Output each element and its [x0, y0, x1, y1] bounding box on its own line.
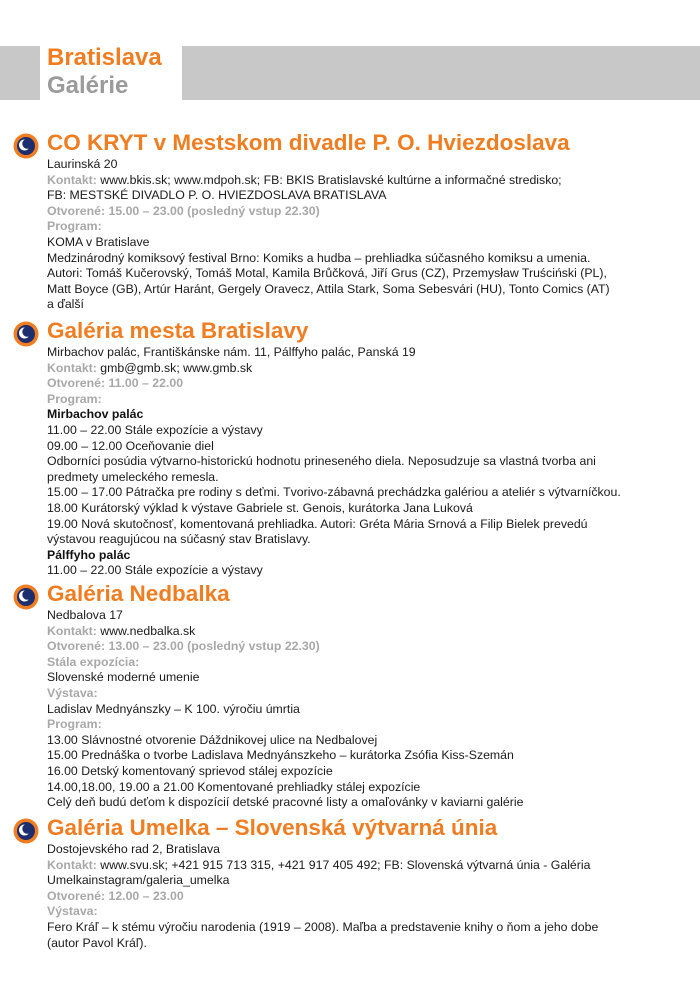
program-line: Odborníci posúdia výtvarno-historickú hodnotu prineseného diela. Neposudzuje sa vlastná tvorba ani	[47, 454, 596, 469]
address: Laurinská 20	[47, 157, 118, 171]
section-title: Galéria Nedbalka	[47, 581, 230, 606]
program-line: 11.00 – 22.00 Stále expozície a výstavy	[47, 563, 263, 578]
section-title: Galéria Umelka – Slovenská výtvarná únia	[47, 815, 498, 840]
section-title: Galéria mesta Bratislavy	[47, 318, 309, 343]
program-line: 11.00 – 22.00 Stále expozície a výstavy	[47, 422, 263, 437]
exhibition-value: Ladislav Mednyánszky – K 100. výročiu úmrtia	[47, 701, 300, 716]
program-label: Program:	[47, 219, 102, 234]
address: Nedbalova 17	[47, 608, 123, 622]
address: Dostojevského rad 2, Bratislava	[47, 842, 220, 856]
program-line: Medzinárodný komiksový festival Brno: Komiks a hudba – prehliadka súčasného komiksu a umenia.	[47, 250, 591, 265]
section-galeria-umelka	[13, 814, 693, 951]
program-line: Autori: Tomáš Kučerovský, Tomáš Motal, Kamila Brůčková, Jiří Grus (CZ), Przemysław Truściński (PL),	[47, 266, 607, 281]
opening-hours: Otvorené: 13.00 – 23.00 (posledný vstup 22.30)	[47, 639, 320, 654]
permanent-label: Stála expozícia:	[47, 654, 140, 669]
opening-hours: Otvorené: 15.00 – 23.00 (posledný vstup 22.30)	[47, 203, 320, 218]
program-line: 18.00 Kurátorský výklad k výstave Gabriele st. Genois, kurátorka Jana Luková	[47, 500, 473, 515]
program-line: 19.00 Nová skutočnosť, komentovaná prehliadka. Autori: Gréta Mária Srnová a Filip Bielek prevedú	[47, 516, 588, 531]
program-line: 15.00 Prednáška o tvorbe Ladislava Mednyánszkeho – kurátorka Zsófia Kiss-Szemán	[47, 748, 514, 763]
contact-label: Kontakt:	[47, 360, 97, 375]
program-line: KOMA v Bratislave	[47, 234, 150, 249]
exhibition-line: (autor Pavol Kráľ).	[47, 935, 147, 950]
program-line: 15.00 – 17.00 Pátračka pre rodiny s deťmi. Tvorivo-zábavná prechádzka galériou a ateliér s výtvarníčkou.	[47, 485, 621, 500]
contact-value: www.nedbalka.sk	[100, 623, 196, 638]
moon-night-icon	[13, 321, 39, 347]
contact-line	[47, 624, 693, 640]
program-line: 16.00 Detský komentovaný sprievod stálej expozície	[47, 763, 333, 778]
moon-night-icon	[13, 584, 39, 610]
venue-heading: Pálffyho palác	[47, 547, 131, 562]
program-line: a ďalší	[47, 297, 84, 312]
permanent-value: Slovenské moderné umenie	[47, 670, 200, 685]
program-line: Matt Boyce (GB), Artúr Haránt, Gergely Oravecz, Attila Stark, Soma Sebesvári (HU), Tonto Comics (AT)	[47, 281, 610, 296]
program-label: Program:	[47, 717, 102, 732]
page-title-city: Bratislava	[47, 44, 162, 71]
program-line: výstavou reagujúcou na súčasný stav Bratislavy.	[47, 532, 311, 547]
program-label: Program:	[47, 391, 102, 406]
contact-line	[47, 858, 693, 874]
exhibition-line: Fero Kráľ – k stému výročiu narodenia (1919 – 2008). Maľba a predstavenie knihy o ňom a jeho dobe	[47, 919, 599, 934]
header-bar-left	[0, 46, 40, 100]
section-galeria-mesta-bratislavy	[13, 317, 693, 579]
opening-hours: Otvorené: 11.00 – 22.00	[47, 376, 184, 391]
contact-label: Kontakt:	[47, 623, 97, 638]
contact-line	[47, 173, 693, 189]
section-galeria-nedbalka	[13, 580, 693, 811]
program-line: 09.00 – 12.00 Oceňovanie diel	[47, 438, 214, 453]
contact-value: gmb@gmb.sk; www.gmb.sk	[100, 360, 253, 375]
contact-line	[47, 361, 693, 377]
contact-value: www.bkis.sk; www.mdpoh.sk; FB: BKIS Bratislavské kultúrne a informačné stredisko;	[100, 172, 562, 187]
program-line: 14.00,18.00, 19.00 a 21.00 Komentované prehliadky stálej expozície	[47, 779, 421, 794]
contact-label: Kontakt:	[47, 172, 97, 187]
contact-continuation: FB: MESTSKÉ DIVADLO P. O. HVIEZDOSLAVA BRATISLAVA	[47, 188, 387, 203]
header-bar-right	[182, 46, 700, 100]
section-title: CO KRYT v Mestskom divadle P. O. Hviezdoslava	[47, 130, 570, 155]
program-line: predmety umeleckého remesla.	[47, 469, 219, 484]
contact-continuation: Umelkainstagram/galeria_umelka	[47, 873, 230, 888]
program-line: Celý deň budú deťom k dispozícií detské pracovné listy a omaľovánky v kaviarni galérie	[47, 795, 524, 810]
program-line: 13.00 Slávnostné otvorenie Dáždnikovej ulice na Nedbalovej	[47, 732, 378, 747]
page-subtitle-category: Galérie	[47, 72, 129, 99]
opening-hours: Otvorené: 12.00 – 23.00	[47, 888, 184, 903]
moon-night-icon	[13, 818, 39, 844]
exhibition-label: Výstava:	[47, 904, 98, 919]
address: Mirbachov palác, Františkánske nám. 11, Pálffyho palác, Panská 19	[47, 345, 416, 359]
venue-heading: Mirbachov palác	[47, 407, 144, 422]
exhibition-label: Výstava:	[47, 685, 98, 700]
contact-label: Kontakt:	[47, 857, 97, 872]
section-co-kryt	[13, 129, 693, 313]
moon-night-icon	[13, 133, 39, 159]
contact-value: www.svu.sk; +421 915 713 315, +421 917 405 492; FB: Slovenská výtvarná únia - Galéria	[100, 857, 591, 872]
